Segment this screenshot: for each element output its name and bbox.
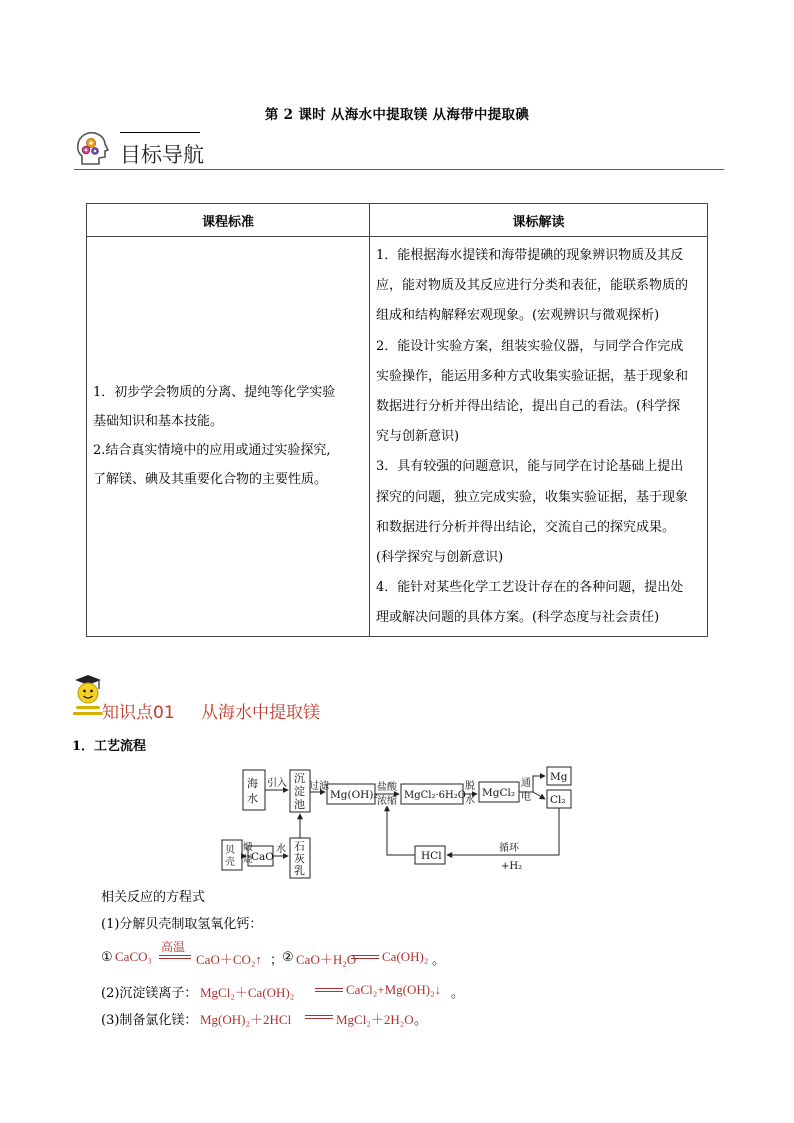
knowledge-point-label: 知识点01 [102, 703, 175, 723]
limemilk-char: 灰 [294, 852, 305, 865]
eq1-left: CaCO₃ [115, 949, 153, 964]
eq1-equals-line [159, 958, 191, 959]
arrow-label-dehyd-2: 水 [465, 795, 475, 806]
cell-line: 应，能对物质及其反应进行分类和表征，能联系物质的 [376, 278, 689, 294]
standards-table [86, 203, 708, 637]
mgcl2-6h2o-label: MgCl₂·6H₂O [404, 790, 466, 801]
eq2-equals-line [351, 958, 379, 959]
knowledge-point-name: 从海水中提取镁 [201, 703, 320, 723]
interpretation-cell [370, 237, 708, 637]
mgoh2-label: Mg(OH)₂ [330, 789, 378, 801]
cao-label: CaO [251, 851, 274, 863]
equation-line-3 [101, 1009, 661, 1029]
step1-label: (1)分解贝壳制取氢氧化钙： [101, 917, 263, 932]
table-header-row [87, 204, 708, 237]
cl2-label: Cl₂ [550, 794, 566, 806]
eq4-equals-line [305, 1015, 333, 1016]
arrow [387, 806, 415, 855]
header-top-line [120, 132, 200, 133]
eq2-circle: ② [282, 949, 294, 964]
seawater-char: 水 [247, 792, 258, 805]
arrow-label-filter: 过滤 [309, 781, 329, 792]
limemilk-char: 乳 [294, 864, 305, 877]
arrow-label-acid: 盐酸 [377, 782, 397, 793]
col-header-interpretation: 课标解读 [370, 204, 708, 237]
cell-line: 数据进行分析并得出结论，提出自己的看法。(科学探 [376, 399, 681, 415]
eq4-end: 。 [414, 1013, 428, 1028]
limemilk-char: 石 [294, 840, 305, 853]
cell-line: 3．具有较强的问题意识，能与同学在讨论基础上提出 [376, 459, 684, 475]
graduate-mascot-icon [72, 672, 104, 720]
mg-label: Mg [550, 771, 568, 783]
cell-line: 2．能设计实验方案，组装实验仪器，与同学合作完成 [376, 338, 684, 354]
eq4-right: MgCl₂＋2H₂O [336, 1012, 414, 1027]
step3-label: (3)制备氯化镁： [101, 1013, 198, 1028]
arrow-label-elec-1: 通 [521, 778, 531, 789]
eq3-left: MgCl₂＋Ca(OH)₂ [200, 985, 295, 1000]
shell-char: 贝 [225, 845, 235, 856]
head-gears-icon [74, 130, 110, 168]
eq3-equals-line [315, 991, 343, 992]
cell-line: 理或解决问题的具体方案。(科学态度与社会责任) [376, 610, 660, 626]
cell-line: 究与创新意识) [376, 429, 460, 445]
cell-line: 了解镁、碘及其重要化合物的主要性质。 [93, 472, 328, 488]
pool-char: 沉 [294, 772, 305, 785]
arrow-label-dehyd-1: 脱 [465, 781, 475, 792]
eq2-end: 。 [432, 952, 446, 967]
mgcl2-label: MgCl₂ [482, 787, 516, 799]
pool-char: 淀 [294, 785, 305, 798]
cell-line: 实验操作，能运用多种方式收集实验证据，基于现象和 [376, 368, 689, 384]
cell-line: 1．初步学会物质的分离、提纯等化学实验 [93, 385, 336, 401]
eq4-equals-line [305, 1018, 333, 1019]
section-title: 目标导航 [120, 143, 204, 167]
eq2-left: CaO＋H₂O [296, 952, 357, 967]
eq1-equals-line [159, 955, 191, 956]
process-flow-diagram [215, 762, 595, 880]
arrow-label-calc-2: 烧 [243, 854, 253, 865]
eq1-condition: 高温 [161, 940, 186, 954]
eq3-right: CaCl₂+Mg(OH)₂↓ [346, 982, 442, 997]
eq1-right: CaO＋CO₂↑ [196, 952, 262, 967]
col-header-standard: 课程标准 [87, 204, 370, 237]
cell-line: (科学探究与创新意识) [376, 550, 504, 566]
cell-line: 1．能根据海水提镁和海带提碘的现象辨识物质及其反 [376, 248, 684, 263]
eq1-circle: ① [101, 949, 113, 964]
hcl-label: HCl [421, 850, 442, 862]
equations-intro: 相关反应的方程式 [101, 890, 206, 905]
eq4-left: Mg(OH)₂＋2HCl [200, 1012, 292, 1027]
cell-line: 组成和结构解释宏观现象。(宏观辨识与微观探析) [376, 308, 660, 324]
equation-line-2 [101, 982, 661, 1002]
arrow-label-calc-1: 煅 [243, 842, 253, 853]
section-header [74, 128, 724, 172]
step2-label: (2)沉淀镁离子： [101, 986, 198, 1001]
cell-line: 探究的问题，独立完成实验，收集实验证据，基于现象 [376, 489, 689, 505]
seawater-char: 海 [247, 777, 258, 790]
cycle-label: 循环 [499, 843, 519, 854]
arrow-label-conc: 浓缩 [377, 796, 397, 807]
arrow-label-elec-2: 电 [521, 792, 531, 803]
table-row [87, 237, 708, 637]
knowledge-point-header [72, 672, 722, 722]
plus-h2-label: +H₂ [501, 861, 523, 872]
pool-char: 池 [294, 798, 305, 811]
cell-line: 4．能针对某些化学工艺设计存在的各种问题，提出处 [376, 580, 684, 596]
cell-line: 2.结合真实情境中的应用或通过实验探究, [93, 443, 331, 459]
eq3-end: 。 [451, 986, 465, 1001]
cell-line: 基础知识和基本技能。 [93, 414, 224, 430]
eq2-right: Ca(OH)₂ [382, 949, 429, 964]
page-title: 第 2 课时 从海水中提取镁 从海带中提取碘 [264, 107, 530, 123]
eq2-equals-line [351, 955, 379, 956]
arrow [533, 792, 545, 799]
section-rule [74, 169, 724, 170]
arrow-label-in: 引入 [267, 778, 287, 789]
arrow-label-water: 水 [276, 844, 286, 855]
eq-separator: ； [270, 952, 284, 967]
eq3-equals-line [315, 988, 343, 989]
shell-char: 壳 [225, 857, 235, 868]
subheading: 1．工艺流程 [72, 739, 147, 754]
equation-line-1 [101, 938, 661, 968]
cell-line: 和数据进行分析并得出结论，交流自己的探究成果。 [376, 519, 676, 535]
standard-cell [87, 237, 370, 637]
